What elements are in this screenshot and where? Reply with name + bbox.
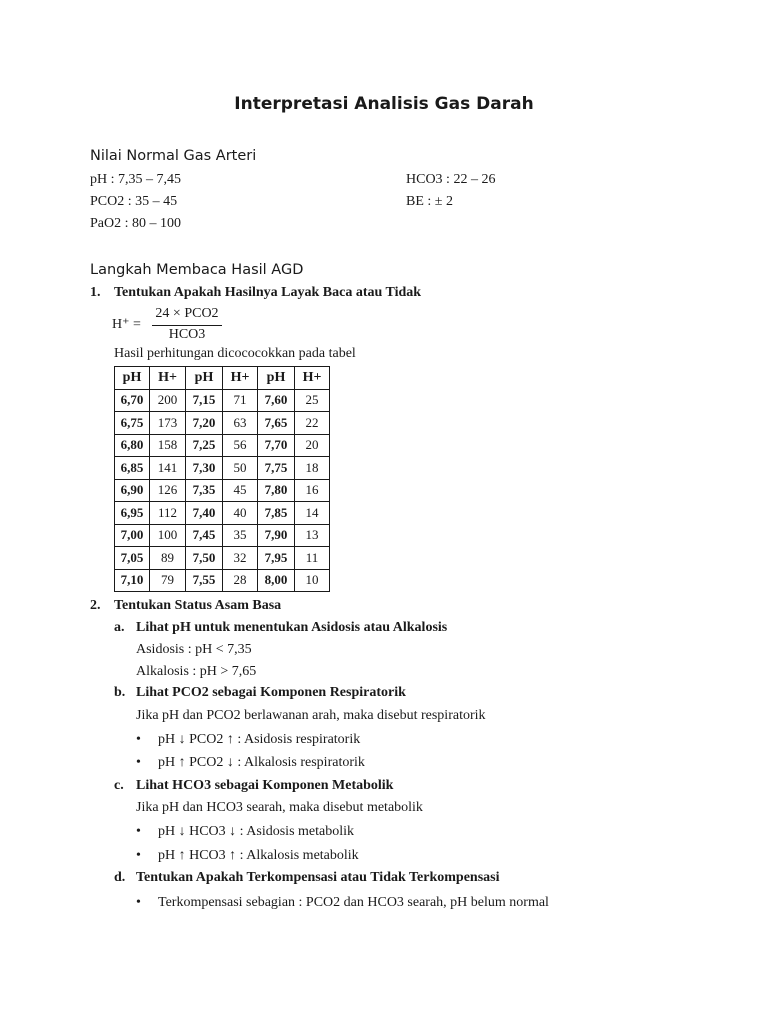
ph-value-cell: 6,95 <box>115 502 150 525</box>
step-2a-label: a. <box>114 620 125 635</box>
ph-value-cell: 6,85 <box>115 457 150 480</box>
table-row <box>115 502 330 525</box>
ph-value-cell: 7,95 <box>258 547 295 570</box>
ph-value-cell: 7,65 <box>258 412 295 435</box>
h-plus-value-cell: 112 <box>150 502 186 525</box>
bullet-icon: • <box>136 732 141 747</box>
table-header-row <box>115 367 330 390</box>
step-2a-title: Lihat pH untuk menentukan Asidosis atau Alkalosis <box>136 620 448 635</box>
metabolic-acidosis: pH ↓ HCO3 ↓ : Asidosis metabolik <box>158 824 355 839</box>
h-plus-value-cell: 40 <box>223 502 258 525</box>
h-plus-value-cell: 89 <box>150 547 186 570</box>
table-row <box>115 412 330 435</box>
h-plus-value-cell: 35 <box>223 524 258 547</box>
h-plus-value-cell: 22 <box>295 412 330 435</box>
ph-value-cell: 7,05 <box>115 547 150 570</box>
ph-value-cell: 7,40 <box>186 502 223 525</box>
h-plus-value-cell: 18 <box>295 457 330 480</box>
ph-value-cell: 7,00 <box>115 524 150 547</box>
h-plus-value-cell: 100 <box>150 524 186 547</box>
step-1-title: Tentukan Apakah Hasilnya Layak Baca atau Tidak <box>114 285 422 300</box>
table-body <box>115 389 330 592</box>
normal-hco3: HCO3 : 22 – 26 <box>406 172 496 187</box>
ph-value-cell: 6,90 <box>115 479 150 502</box>
h-plus-value-cell: 200 <box>150 389 186 412</box>
step-2c-title: Lihat HCO3 sebagai Komponen Metabolik <box>136 778 394 793</box>
normal-be: BE : ± 2 <box>406 194 453 209</box>
step-2c-label: c. <box>114 778 124 793</box>
partial-compensation: Terkompensasi sebagian : PCO2 dan HCO3 searah, pH belum normal <box>158 895 549 910</box>
ph-value-cell: 7,45 <box>186 524 223 547</box>
ph-value-cell: 7,30 <box>186 457 223 480</box>
h-plus-value-cell: 14 <box>295 502 330 525</box>
alkalosis-criteria: Alkalosis : pH > 7,65 <box>136 664 257 679</box>
ph-value-cell: 7,10 <box>115 569 150 592</box>
h-plus-value-cell: 173 <box>150 412 186 435</box>
ph-h-plus-table <box>114 366 330 592</box>
h-plus-value-cell: 126 <box>150 479 186 502</box>
metabolic-alkalosis: pH ↑ HCO3 ↑ : Alkalosis metabolik <box>158 848 359 863</box>
steps-heading: Langkah Membaca Hasil AGD <box>90 262 304 278</box>
h-plus-value-cell: 79 <box>150 569 186 592</box>
bullet-icon: • <box>136 895 141 910</box>
step-2b-title: Lihat PCO2 sebagai Komponen Respiratorik <box>136 685 406 700</box>
h-plus-value-cell: 71 <box>223 389 258 412</box>
step-1-number: 1. <box>90 285 101 300</box>
table-row <box>115 547 330 570</box>
step-2d-label: d. <box>114 870 126 885</box>
formula-numerator: 24 × PCO2 <box>155 306 219 321</box>
formula-lhs: H⁺ = <box>112 317 141 332</box>
col-header-ph: pH <box>115 367 150 390</box>
ph-value-cell: 6,80 <box>115 434 150 457</box>
normal-pco2: PCO2 : 35 – 45 <box>90 194 178 209</box>
ph-value-cell: 6,75 <box>115 412 150 435</box>
table-note: Hasil perhitungan dicococokkan pada tabel <box>114 346 356 361</box>
ph-value-cell: 7,50 <box>186 547 223 570</box>
h-plus-value-cell: 20 <box>295 434 330 457</box>
step-2b-label: b. <box>114 685 126 700</box>
ph-value-cell: 7,25 <box>186 434 223 457</box>
step-2d-title: Tentukan Apakah Terkompensasi atau Tidak Terkompensasi <box>136 870 500 885</box>
table-row <box>115 457 330 480</box>
table-row <box>115 479 330 502</box>
normal-values-heading: Nilai Normal Gas Arteri <box>90 148 257 164</box>
table-row <box>115 569 330 592</box>
col-header-h-plus: H+ <box>295 367 330 390</box>
normal-ph: pH : 7,35 – 7,45 <box>90 172 181 187</box>
h-plus-value-cell: 13 <box>295 524 330 547</box>
h-plus-value-cell: 50 <box>223 457 258 480</box>
step-2-title: Tentukan Status Asam Basa <box>114 598 282 613</box>
ph-value-cell: 7,15 <box>186 389 223 412</box>
col-header-ph: pH <box>186 367 223 390</box>
h-plus-value-cell: 56 <box>223 434 258 457</box>
page-title: Interpretasi Analisis Gas Darah <box>234 94 534 114</box>
respiratory-acidosis: pH ↓ PCO2 ↑ : Asidosis respiratorik <box>158 732 361 747</box>
formula-denominator: HCO3 <box>168 327 206 342</box>
h-plus-value-cell: 16 <box>295 479 330 502</box>
step-2-number: 2. <box>90 598 101 613</box>
h-plus-value-cell: 63 <box>223 412 258 435</box>
step-2c-description: Jika pH dan HCO3 searah, maka disebut metabolik <box>136 800 423 815</box>
table-row <box>115 524 330 547</box>
h-plus-value-cell: 45 <box>223 479 258 502</box>
ph-value-cell: 7,70 <box>258 434 295 457</box>
fraction-bar <box>152 325 222 326</box>
ph-value-cell: 6,70 <box>115 389 150 412</box>
h-plus-value-cell: 32 <box>223 547 258 570</box>
h-plus-value-cell: 11 <box>295 547 330 570</box>
ph-value-cell: 7,85 <box>258 502 295 525</box>
respiratory-alkalosis: pH ↑ PCO2 ↓ : Alkalosis respiratorik <box>158 755 365 770</box>
col-header-h-plus: H+ <box>223 367 258 390</box>
h-plus-value-cell: 10 <box>295 569 330 592</box>
h-plus-value-cell: 141 <box>150 457 186 480</box>
ph-value-cell: 7,60 <box>258 389 295 412</box>
bullet-icon: • <box>136 824 141 839</box>
ph-value-cell: 7,80 <box>258 479 295 502</box>
asidosis-criteria: Asidosis : pH < 7,35 <box>136 642 252 657</box>
ph-value-cell: 7,55 <box>186 569 223 592</box>
ph-value-cell: 8,00 <box>258 569 295 592</box>
col-header-h-plus: H+ <box>150 367 186 390</box>
h-plus-value-cell: 158 <box>150 434 186 457</box>
col-header-ph: pH <box>258 367 295 390</box>
ph-value-cell: 7,20 <box>186 412 223 435</box>
table-row <box>115 434 330 457</box>
h-plus-value-cell: 28 <box>223 569 258 592</box>
ph-value-cell: 7,35 <box>186 479 223 502</box>
table-row <box>115 389 330 412</box>
ph-value-cell: 7,90 <box>258 524 295 547</box>
step-2b-description: Jika pH dan PCO2 berlawanan arah, maka disebut respiratorik <box>136 708 486 723</box>
bullet-icon: • <box>136 848 141 863</box>
h-plus-value-cell: 25 <box>295 389 330 412</box>
normal-pao2: PaO2 : 80 – 100 <box>90 216 181 231</box>
bullet-icon: • <box>136 755 141 770</box>
ph-value-cell: 7,75 <box>258 457 295 480</box>
